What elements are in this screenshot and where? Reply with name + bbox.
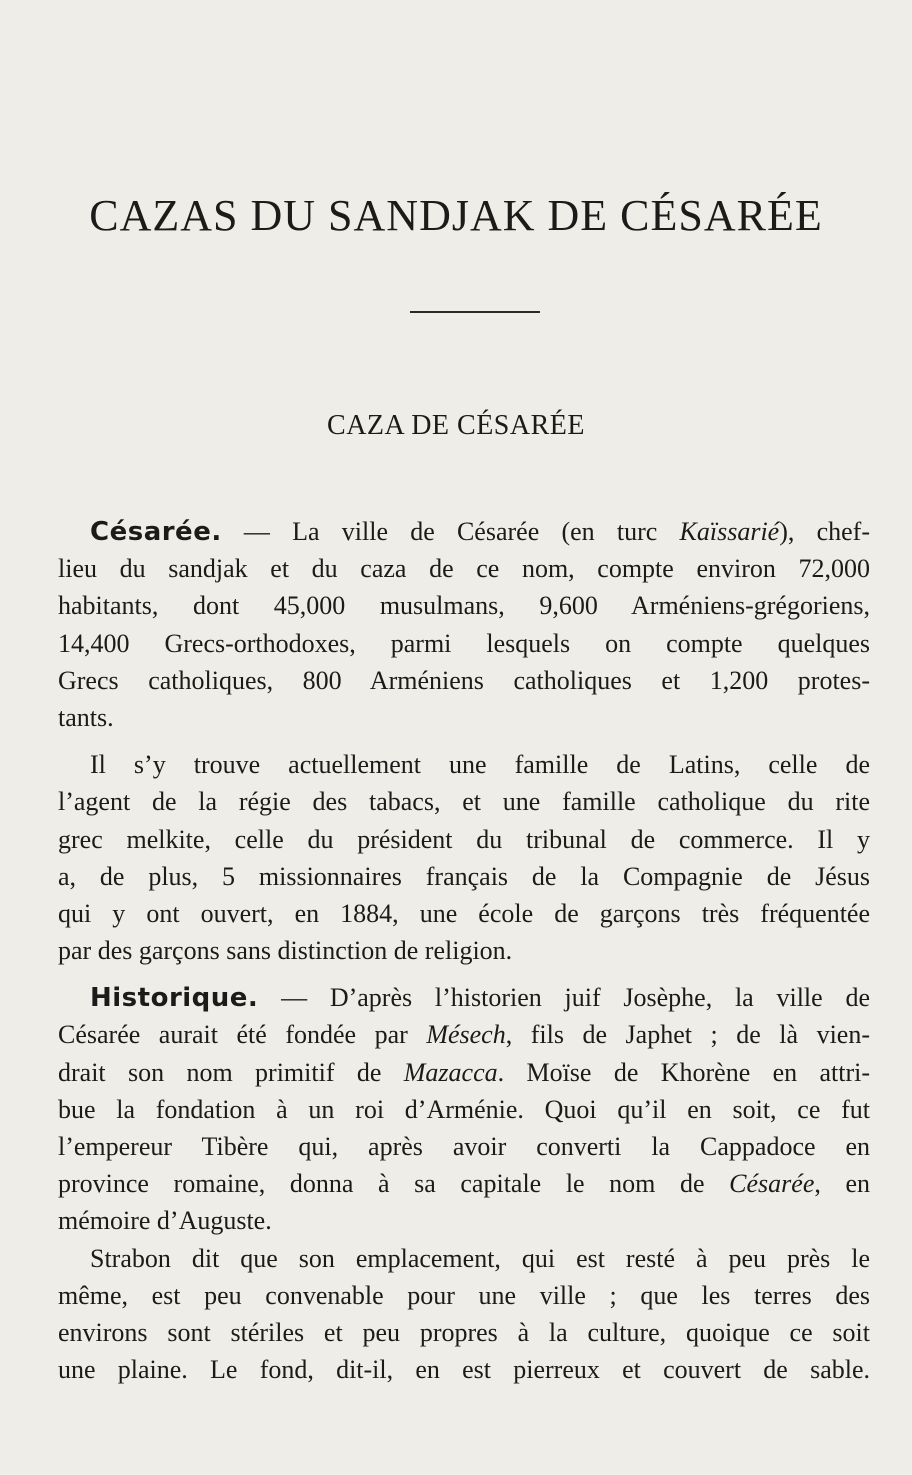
text-run: , fils de Japhet ; de là vien- — [505, 1020, 870, 1050]
paragraph-strabon — [58, 1240, 870, 1389]
text-line: bue la fondation à un roi d’Arménie. Quoi qu’il en soit, ce fut — [58, 1094, 870, 1124]
italic-term: Kaïssarié — [679, 517, 780, 546]
italic-term: Mazacca — [403, 1057, 498, 1087]
text-line: habitants, dont 45,000 musulmans, 9,600 Arméniens-grégoriens, — [58, 591, 870, 621]
text-line: l’agent de la régie des tabacs, et une famille catholique du rite — [58, 787, 870, 817]
text-run: . Moïse de Khorène en attri- — [497, 1057, 870, 1087]
text-line: a, de plus, 5 missionnaires français de la Compagnie de Jésus — [58, 861, 870, 891]
paragraph-gap — [58, 736, 870, 746]
paragraph-cesaree — [58, 513, 870, 736]
paragraph-lead: Césarée. — [90, 517, 222, 547]
text-run: — La ville de Césarée (en turc — [243, 517, 680, 546]
text-line: 14,400 Grecs-orthodoxes, parmi lesquels on compte quelques — [58, 628, 870, 658]
text-line: grec melkite, celle du président du tribunal de commerce. Il y — [58, 824, 870, 854]
paragraph-historique — [58, 979, 870, 1239]
text-line: qui y ont ouvert, en 1884, une école de garçons très fréquentée — [58, 898, 870, 928]
paragraph-gap — [58, 969, 870, 979]
italic-term: Mésech — [426, 1020, 506, 1050]
text-run: — D’après l’historien juif Josèphe, la ville de — [258, 983, 870, 1013]
text-line — [58, 1165, 870, 1202]
text-line: Strabon dit que son emplacement, qui est resté à peu près le — [90, 1243, 870, 1273]
text-line: lieu du sandjak et du caza de ce nom, compte environ 72,000 — [58, 554, 870, 584]
text-line: environs sont stériles et peu propres à la culture, quoique ce soit — [58, 1317, 870, 1347]
paragraph-lead: Historique. — [90, 983, 259, 1014]
paragraph-latins — [58, 746, 870, 969]
text-line: mémoire d’Auguste. — [58, 1206, 272, 1236]
text-line: Grecs catholiques, 800 Arméniens catholiques et 1,200 protes- — [58, 665, 870, 695]
text-line: par des garçons sans distinction de religion. — [58, 936, 513, 966]
text-line: tants. — [58, 702, 114, 732]
italic-term: Césarée — [729, 1169, 815, 1199]
section-heading: CAZA DE CÉSARÉE — [327, 410, 585, 441]
page-title: CAZAS DU SANDJAK DE CÉSARÉE — [89, 191, 823, 240]
title-divider — [410, 311, 540, 313]
text-run: , en — [814, 1169, 870, 1199]
text-line — [58, 1016, 870, 1053]
text-run: drait son nom primitif de — [58, 1057, 404, 1087]
text-line: Il s’y trouve actuellement une famille de Latins, celle de — [90, 750, 870, 780]
text-run: ), chef- — [779, 517, 870, 546]
text-run: Césarée aurait été fondée par — [58, 1020, 427, 1050]
text-line — [58, 513, 870, 550]
text-line: même, est peu convenable pour une ville ; que les terres des — [58, 1280, 870, 1310]
text-line: une plaine. Le fond, dit-il, en est pierreux et couvert de sable. — [58, 1355, 870, 1385]
text-line — [58, 1054, 870, 1091]
text-run: province romaine, donna à sa capitale le nom de — [58, 1169, 730, 1199]
body-text — [58, 513, 870, 1388]
text-line: l’empereur Tibère qui, après avoir converti la Cappadoce en — [58, 1132, 870, 1161]
text-line — [58, 979, 870, 1016]
